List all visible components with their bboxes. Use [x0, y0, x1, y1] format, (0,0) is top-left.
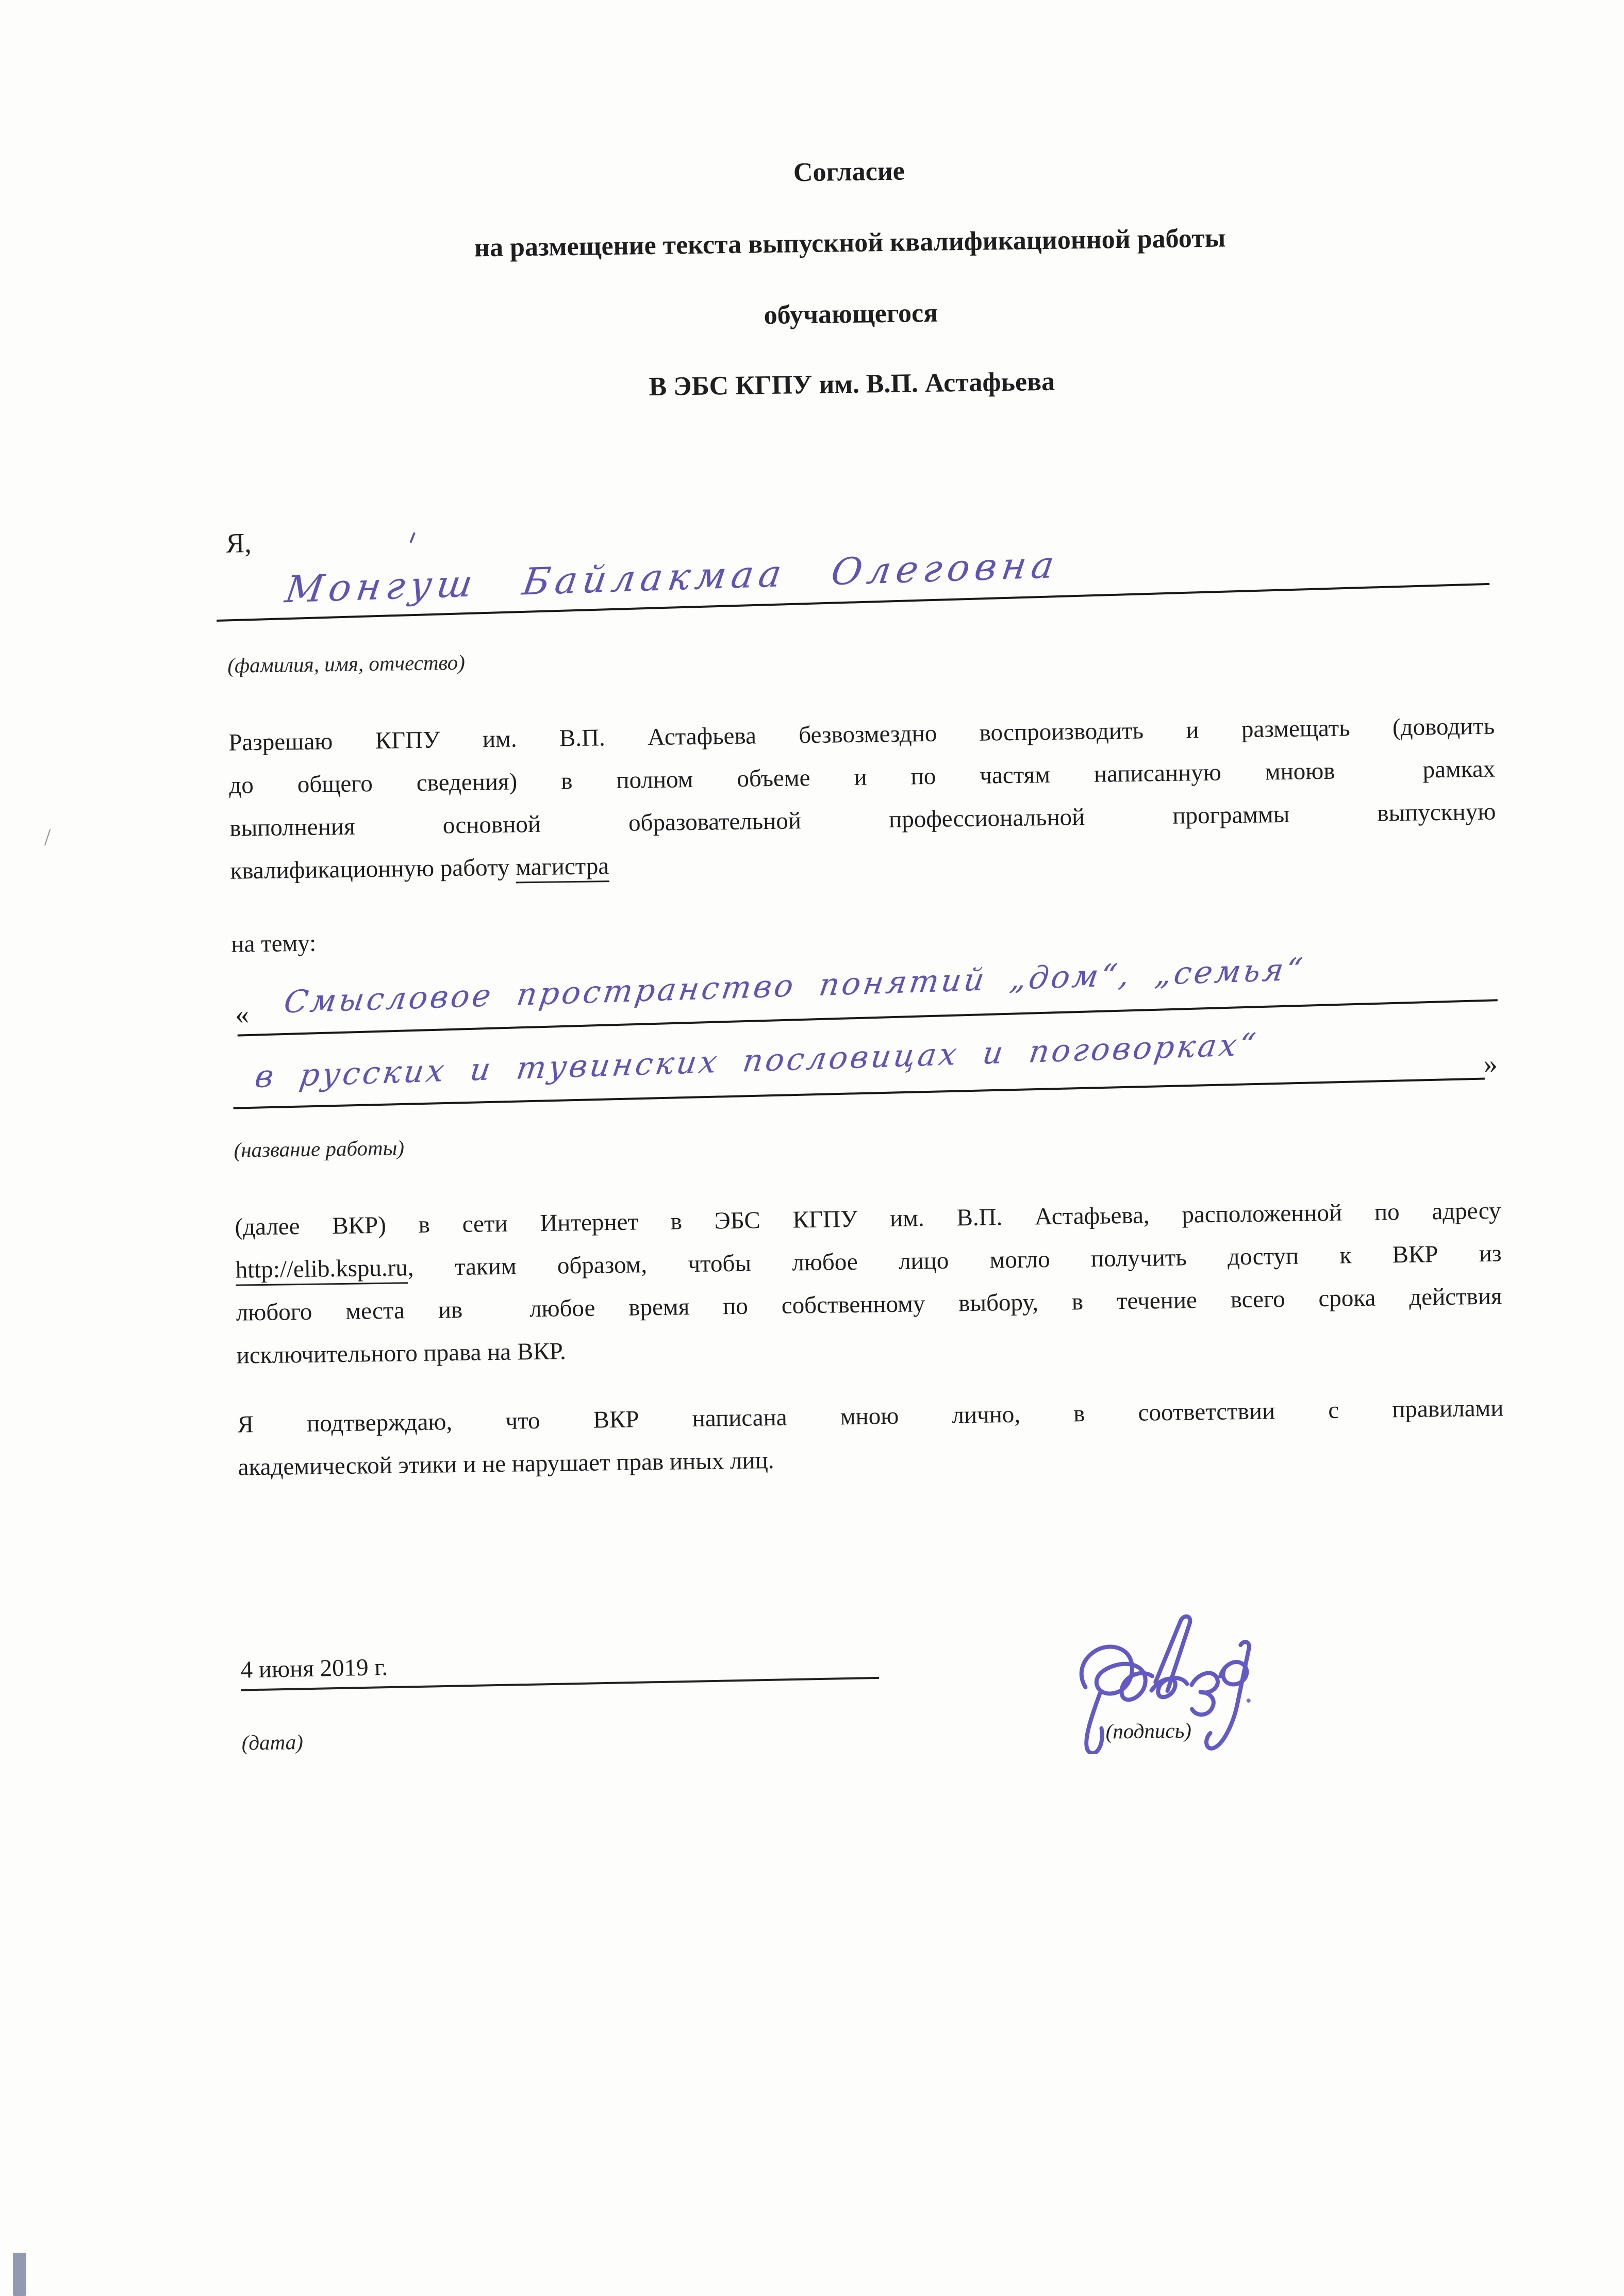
margin-stray-mark: / — [44, 824, 51, 851]
pronoun-label: Я, — [225, 527, 252, 559]
close-guillemet: » — [1483, 1048, 1498, 1079]
ink-tick-mark — [409, 532, 416, 543]
document-title-line-3: обучающегося — [764, 298, 938, 330]
confirmation-line-1: Я подтверждаю, что ВКР написана мною лично, в соответствии с правилами — [237, 1394, 1504, 1438]
vkr-terms-line-4: исключительного права на ВКР. — [236, 1338, 567, 1369]
confirmation-line-2: академической этики и не нарушает прав иных лиц. — [238, 1447, 774, 1481]
document-title-line-2: на размещение текста выпускной квалификационной работы — [474, 223, 1226, 263]
date-field — [240, 1644, 879, 1691]
open-guillemet: « — [235, 999, 250, 1030]
document-title-line-1: Согласие — [793, 156, 905, 188]
elib-url: http://elib.kspu.ru — [235, 1254, 408, 1286]
permission-line-1: Разрешаю КГПУ им. В.П. Астафьева безвозмездно воспроизводить и размещать (доводить — [228, 712, 1495, 756]
vkr-terms-line-3: любого места ив любое время по собственному выбору, в течение всего срока действия — [236, 1283, 1502, 1326]
permission-line-4-text: квалификационную работу — [230, 854, 516, 885]
degree-underlined: магистра — [516, 853, 609, 883]
name-caption: (фамилия, имя, отчество) — [227, 650, 466, 677]
handwritten-title-line-2: в русских и тувинских пословицах и поговорках“ — [253, 1026, 1261, 1095]
title-caption: (название работы) — [234, 1136, 405, 1162]
ink-dot — [1247, 1699, 1251, 1703]
theme-label: на тему: — [231, 929, 317, 958]
handwritten-full-name: Монгуш Байлакмаа Олеговна — [282, 542, 1062, 611]
vkr-terms-line-1: (далее ВКР) в сети Интернет в ЭБС КГПУ им. В.П. Астафьева, расположенной по адресу — [235, 1197, 1501, 1241]
permission-line-3: выполнения основной образовательной профессиональной программы выпускную — [229, 798, 1496, 842]
handwritten-title-line-1: Смысловое пространство понятий „дом“, „семья“ — [281, 951, 1307, 1021]
signature-caption: (подпись) — [1105, 1718, 1192, 1743]
date-value: 4 июня 2019 г. — [240, 1654, 388, 1684]
permission-line-2: до общего сведения) в полном объеме и по частям написанную мноюв рамках — [229, 755, 1496, 799]
date-caption: (дата) — [241, 1730, 304, 1755]
document-title-line-4: В ЭБС КГПУ им. В.П. Астафьева — [649, 367, 1055, 402]
scan-edge-artifact — [13, 2253, 26, 2296]
vkr-terms-line-2-rest: , таким образом, чтобы любое лицо могло получить доступ к ВКР из — [407, 1240, 1502, 1282]
